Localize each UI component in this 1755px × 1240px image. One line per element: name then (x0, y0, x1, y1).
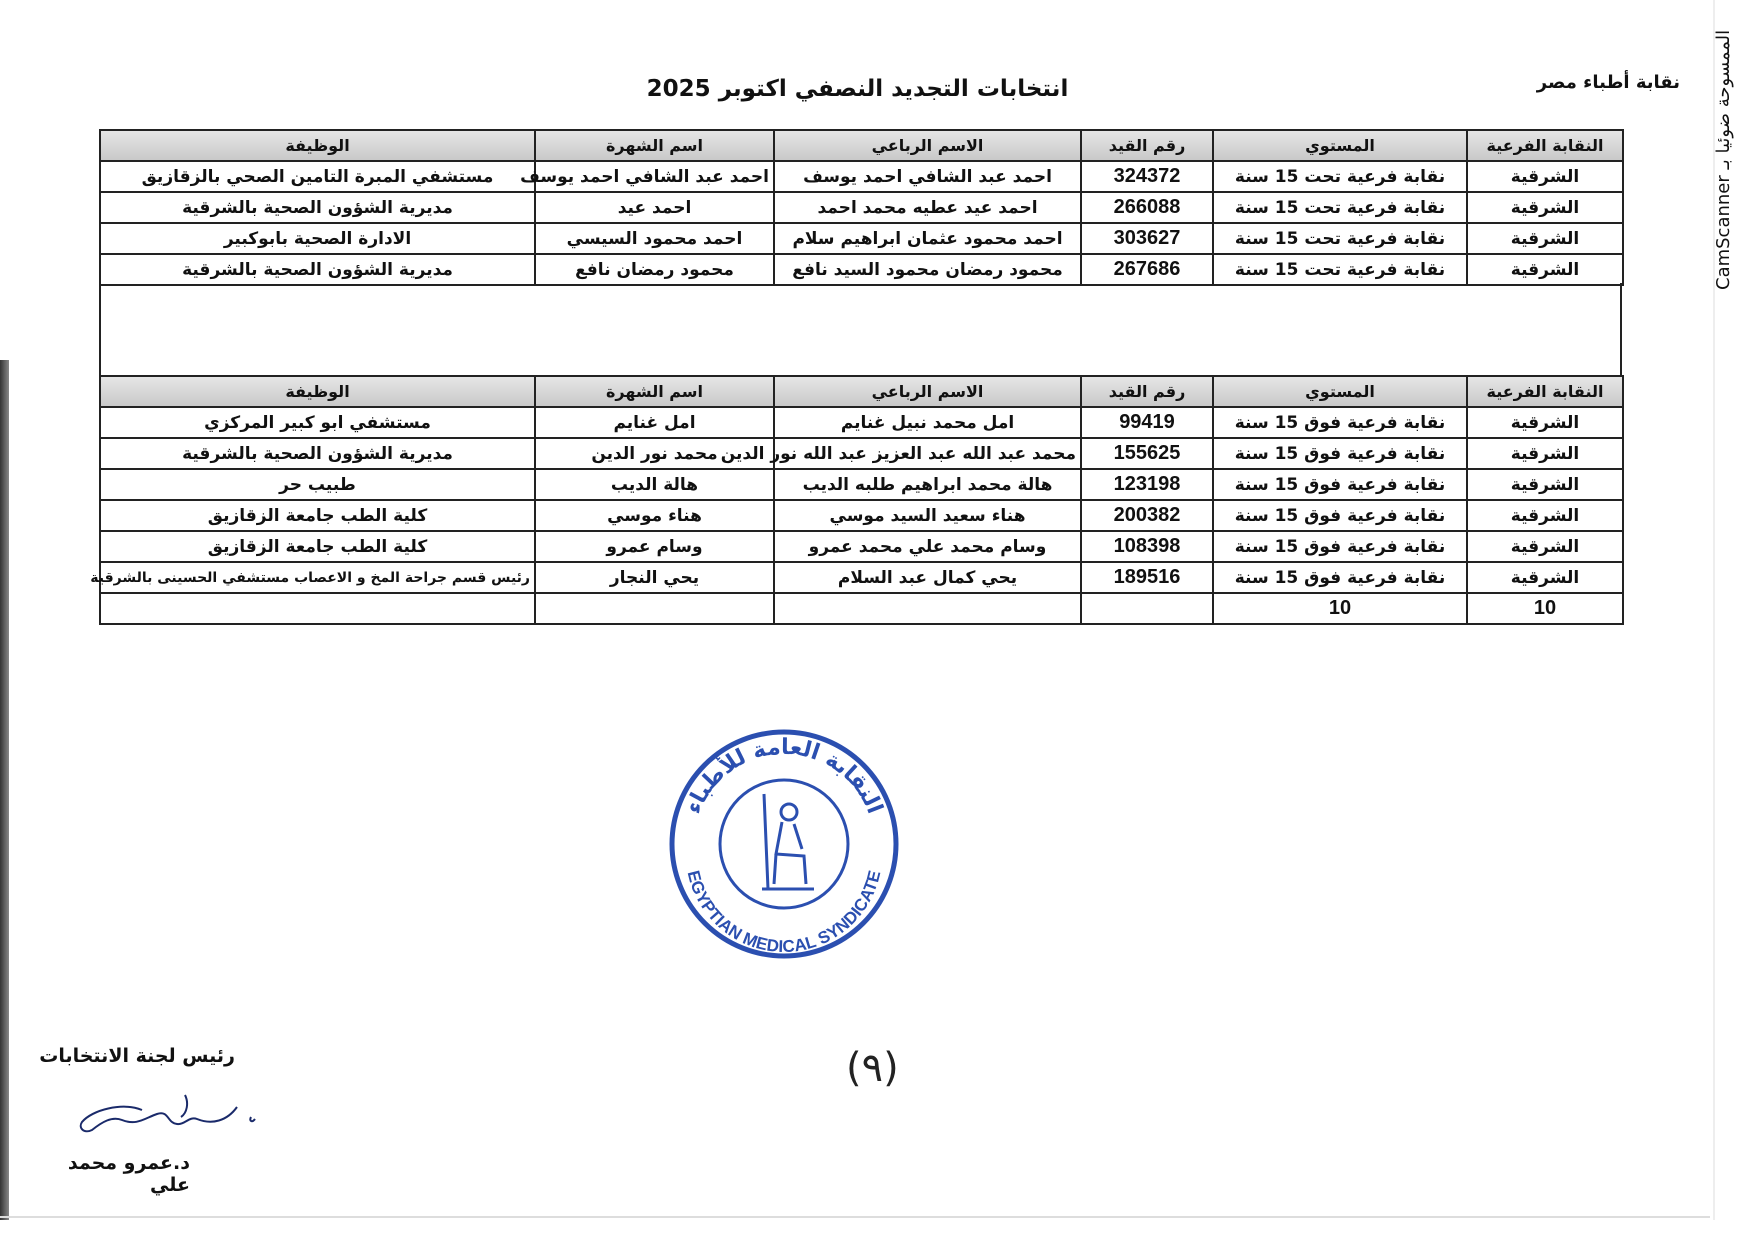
column-header-known-name: اسم الشهرة (535, 376, 774, 407)
cell-branch: الشرقية (1467, 531, 1623, 562)
cell-known-name: هالة الديب (535, 469, 774, 500)
column-header-registration-number: رقم القيد (1081, 130, 1213, 161)
page-number: (٩) (846, 1045, 899, 1091)
total-job (100, 593, 535, 624)
column-header-full-name: الاسم الرباعي (774, 376, 1081, 407)
camscanner-note: الممسوحة ضوئيا بـ CamScanner (1713, 30, 1734, 291)
table-gap (99, 283, 1622, 375)
cell-job: كلية الطب جامعة الزقازيق (100, 500, 535, 531)
cell-level: نقابة فرعية تحت 15 سنة (1213, 161, 1467, 192)
cell-known-name: يحي النجار (535, 562, 774, 593)
column-header-level: المستوي (1213, 376, 1467, 407)
cell-known-name: وسام عمرو (535, 531, 774, 562)
cell-level: نقابة فرعية فوق 15 سنة (1213, 500, 1467, 531)
stamp-arabic-text: النقابة العامة للأطباء (681, 734, 888, 818)
column-header-branch: النقابة الفرعية (1467, 376, 1623, 407)
cell-branch: الشرقية (1467, 254, 1623, 285)
cell-full-name: احمد محمود عثمان ابراهيم سلام (774, 223, 1081, 254)
cell-job: كلية الطب جامعة الزقازيق (100, 531, 535, 562)
committee-chair-name: د.عمرو محمد علي (67, 1152, 190, 1196)
cell-full-name: احمد عيد عطيه محمد احمد (774, 192, 1081, 223)
committee-chair-title: رئيس لجنة الانتخابات (39, 1045, 235, 1067)
cell-level: نقابة فرعية تحت 15 سنة (1213, 192, 1467, 223)
table-header-row (100, 130, 1623, 161)
table-row (100, 469, 1623, 500)
cell-registration-number: 303627 (1081, 223, 1213, 254)
seated-figure-icon (762, 794, 814, 889)
cell-level: نقابة فرعية فوق 15 سنة (1213, 407, 1467, 438)
cell-full-name: محمد عبد الله عبد العزيز عبد الله نور الدين (774, 438, 1081, 469)
column-header-job: الوظيفة (100, 376, 535, 407)
cell-job: طبيب حر (100, 469, 535, 500)
table-row (100, 223, 1623, 254)
cell-job: مديرية الشؤون الصحية بالشرقية (100, 254, 535, 285)
table-row (100, 254, 1623, 285)
cell-job: مديرية الشؤون الصحية بالشرقية (100, 438, 535, 469)
cell-branch: الشرقية (1467, 469, 1623, 500)
table-row (100, 500, 1623, 531)
cell-registration-number: 266088 (1081, 192, 1213, 223)
cell-level: نقابة فرعية فوق 15 سنة (1213, 562, 1467, 593)
cell-known-name: احمد عبد الشافي احمد يوسف (535, 161, 774, 192)
cell-known-name: هناء موسي (535, 500, 774, 531)
cell-job: مديرية الشؤون الصحية بالشرقية (100, 192, 535, 223)
table-header-row (100, 376, 1623, 407)
cell-known-name: امل غنايم (535, 407, 774, 438)
cell-job: مستشفي ابو كبير المركزي (100, 407, 535, 438)
cell-registration-number: 123198 (1081, 469, 1213, 500)
cell-registration-number: 108398 (1081, 531, 1213, 562)
cell-branch: الشرقية (1467, 223, 1623, 254)
cell-registration-number: 189516 (1081, 562, 1213, 593)
table-row (100, 562, 1623, 593)
cell-branch: الشرقية (1467, 562, 1623, 593)
totals-row (100, 593, 1623, 624)
cell-known-name: احمد محمود السيسي (535, 223, 774, 254)
total-branch: 10 (1467, 593, 1623, 624)
total-full-name (774, 593, 1081, 624)
total-level: 10 (1213, 593, 1467, 624)
cell-registration-number: 200382 (1081, 500, 1213, 531)
table-row (100, 531, 1623, 562)
handwritten-signature (55, 1085, 265, 1145)
cell-branch: الشرقية (1467, 407, 1623, 438)
cell-branch: الشرقية (1467, 161, 1623, 192)
scan-edge (0, 360, 9, 1220)
cell-job: الادارة الصحية بابوكبير (100, 223, 535, 254)
column-header-level: المستوي (1213, 130, 1467, 161)
cell-known-name: محمود رمضان نافع (535, 254, 774, 285)
cell-branch: الشرقية (1467, 192, 1623, 223)
svg-text:EGYPTIAN MEDICAL SYNDICATE (684, 869, 885, 957)
cell-level: نقابة فرعية تحت 15 سنة (1213, 223, 1467, 254)
cell-registration-number: 324372 (1081, 161, 1213, 192)
cell-full-name: هالة محمد ابراهيم طلبه الديب (774, 469, 1081, 500)
cell-level: نقابة فرعية فوق 15 سنة (1213, 469, 1467, 500)
cell-branch: الشرقية (1467, 500, 1623, 531)
organization-name: نقابة أطباء مصر (1536, 72, 1680, 93)
table-row (100, 192, 1623, 223)
cell-full-name: احمد عبد الشافي احمد يوسف (774, 161, 1081, 192)
cell-full-name: وسام محمد علي محمد عمرو (774, 531, 1081, 562)
table-row (100, 438, 1623, 469)
cell-level: نقابة فرعية تحت 15 سنة (1213, 254, 1467, 285)
cell-job: مستشفي المبرة التامين الصحي بالزقازيق (100, 161, 535, 192)
cell-level: نقابة فرعية فوق 15 سنة (1213, 438, 1467, 469)
table-row (100, 407, 1623, 438)
cell-job: رئيس قسم جراحة المخ و الاعصاب مستشفي الحسينى بالشرقية (100, 562, 535, 593)
column-header-branch: النقابة الفرعية (1467, 130, 1623, 161)
column-header-registration-number: رقم القيد (1081, 376, 1213, 407)
column-header-known-name: اسم الشهرة (535, 130, 774, 161)
column-header-job: الوظيفة (100, 130, 535, 161)
document-title: انتخابات التجديد النصفي اكتوبر 2025 (646, 76, 1069, 102)
cell-full-name: هناء سعيد السيد موسي (774, 500, 1081, 531)
total-known-name (535, 593, 774, 624)
cell-registration-number: 99419 (1081, 407, 1213, 438)
total-registration-number (1081, 593, 1213, 624)
stamp-english-text: EGYPTIAN MEDICAL SYNDICATE (683, 868, 885, 957)
cell-full-name: امل محمد نبيل غنايم (774, 407, 1081, 438)
cell-full-name: يحي كمال عبد السلام (774, 562, 1081, 593)
cell-known-name: محمد نور الدين (535, 438, 774, 469)
cell-registration-number: 155625 (1081, 438, 1213, 469)
cell-full-name: محمود رمضان محمود السيد نافع (774, 254, 1081, 285)
cell-registration-number: 267686 (1081, 254, 1213, 285)
column-header-full-name: الاسم الرباعي (774, 130, 1081, 161)
candidates-table-under-15 (99, 129, 1624, 286)
table-row (100, 161, 1623, 192)
cell-level: نقابة فرعية فوق 15 سنة (1213, 531, 1467, 562)
cell-branch: الشرقية (1467, 438, 1623, 469)
syndicate-stamp (664, 724, 904, 964)
cell-known-name: احمد عيد (535, 192, 774, 223)
candidates-table-over-15 (90, 375, 1624, 625)
scan-edge-bottom (0, 1216, 1710, 1218)
